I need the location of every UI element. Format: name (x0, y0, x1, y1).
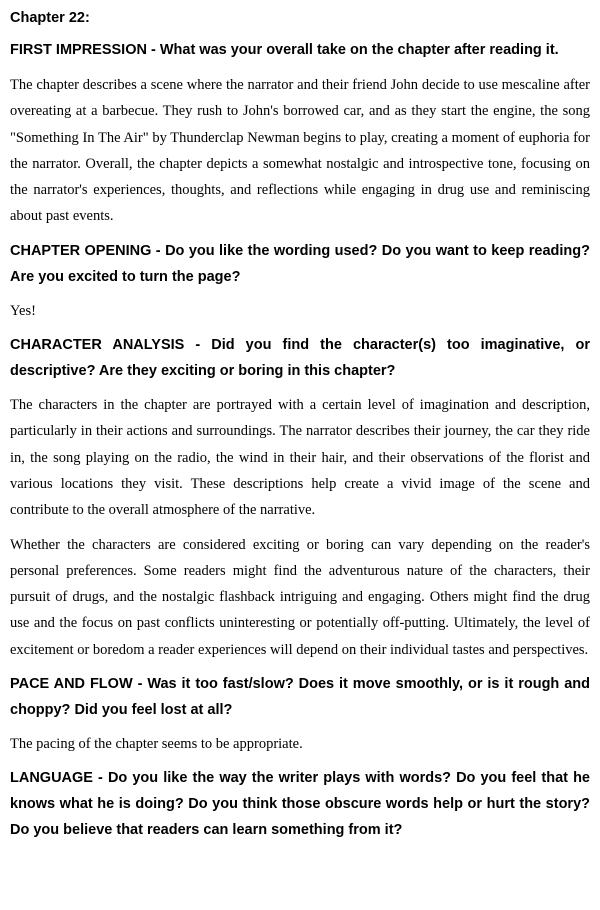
pace-and-flow-heading: PACE AND FLOW - Was it too fast/slow? Does it move smoothly, or is it rough and choppy? Did you feel lost at all? (10, 676, 590, 719)
pace-and-flow-text: The pacing of the chapter seems to be appropriate. (10, 736, 303, 753)
character-analysis-text-1: The characters in the chapter are portrayed with a certain level of imagination and description, particularly in their actions and surroundings. The narrator describes their journey, the car they ride in, the song playing on the radio, the wind in their hair, and their observations of the florist and various locations they visit. These descriptions help create a vivid image of the scene and contribute to the overall atmosphere of the narrative. (10, 397, 590, 519)
first-impression-text: The chapter describes a scene where the narrator and their friend John decide to use mescaline after overeating at a barbecue. They rush to John's borrowed car, and as they start the engine, the song "Something In The Air" by Thunderclap Newman begins to play, creating a moment of euphoria for the narrator. Overall, the chapter depicts a somewhat nostalgic and introspective tone, focusing on the narrator's experiences, thoughts, and reflections while engaging in drug use and reminiscing about past events. (10, 77, 590, 225)
character-analysis-heading: CHARACTER ANALYSIS - Did you find the character(s) too imaginative, or descriptive? Are they exciting or boring in this chapter? (10, 337, 590, 380)
chapter-opening-heading: CHAPTER OPENING - Do you like the wording used? Do you want to keep reading? Are you excited to turn the page? (10, 242, 590, 285)
chapter-title: Chapter 22: (10, 10, 90, 26)
language-heading: LANGUAGE - Do you like the way the writer plays with words? Do you feel that he knows what he is doing? Do you think those obscure words help or hurt the story? Do you believe that readers can learn something from it? (10, 770, 590, 839)
character-analysis-text-2: Whether the characters are considered exciting or boring can vary depending on the reader's personal preferences. Some readers might find the adventurous nature of the characters, their pursuit of drugs, and the nostalgic flashback intriguing and engaging. Others might find the drug use and the focus on past conflicts uninteresting or potentially off-putting. Ultimately, the level of excitement or boredom a reader experiences will depend on their individual tastes and perspectives. (10, 536, 590, 658)
first-impression-heading: FIRST IMPRESSION - What was your overall take on the chapter after reading it. (10, 42, 559, 58)
chapter-opening-text: Yes! (10, 302, 36, 319)
